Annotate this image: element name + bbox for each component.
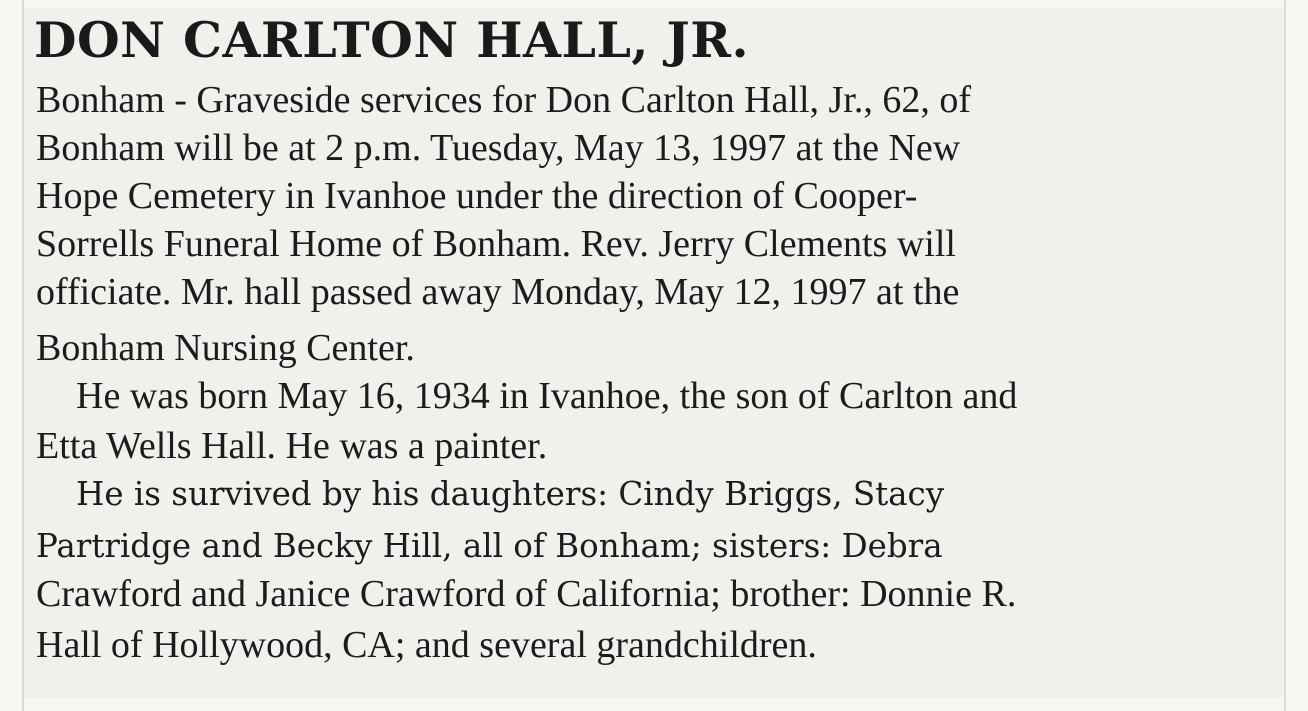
obituary-paragraph-3-line-1: He is survived by his daughters: Cindy Briggs, Stacy [76,475,945,513]
obituary-paragraph-2-line-1: He was born May 16, 1934 in Ivanhoe, the son of Carlton and [76,375,1018,417]
obituary-paragraph-1-line-3: Hope Cemetery in Ivanhoe under the direction of Cooper- [36,175,918,217]
obituary-paragraph-1-line-1: Bonham - Graveside services for Don Carlton Hall, Jr., 62, of [36,79,972,121]
obituary-paragraph-1-line-2: Bonham will be at 2 p.m. Tuesday, May 13, 1997 at the New [36,127,961,169]
obituary-paragraph-1-line-6: Bonham Nursing Center. [36,327,415,369]
clipping-left-edge [22,0,24,711]
obituary-paragraph-2-line-2: Etta Wells Hall. He was a painter. [36,425,548,467]
obituary-paragraph-3-line-3: Crawford and Janice Crawford of California; brother: Donnie R. [36,573,1017,615]
obituary-paragraph-3-line-4: Hall of Hollywood, CA; and several grandchildren. [36,624,817,666]
obituary-paragraph-1-line-4: Sorrells Funeral Home of Bonham. Rev. Jerry Clements will [36,223,956,265]
obituary-paragraph-3-line-2: Partridge and Becky Hill, all of Bonham; sisters: Debra [36,527,943,565]
obituary-paragraph-1-line-5: officiate. Mr. hall passed away Monday, May 12, 1997 at the [36,271,960,313]
clipping-right-edge [1284,0,1286,711]
obituary-headline: DON CARLTON HALL, JR. [34,11,750,69]
